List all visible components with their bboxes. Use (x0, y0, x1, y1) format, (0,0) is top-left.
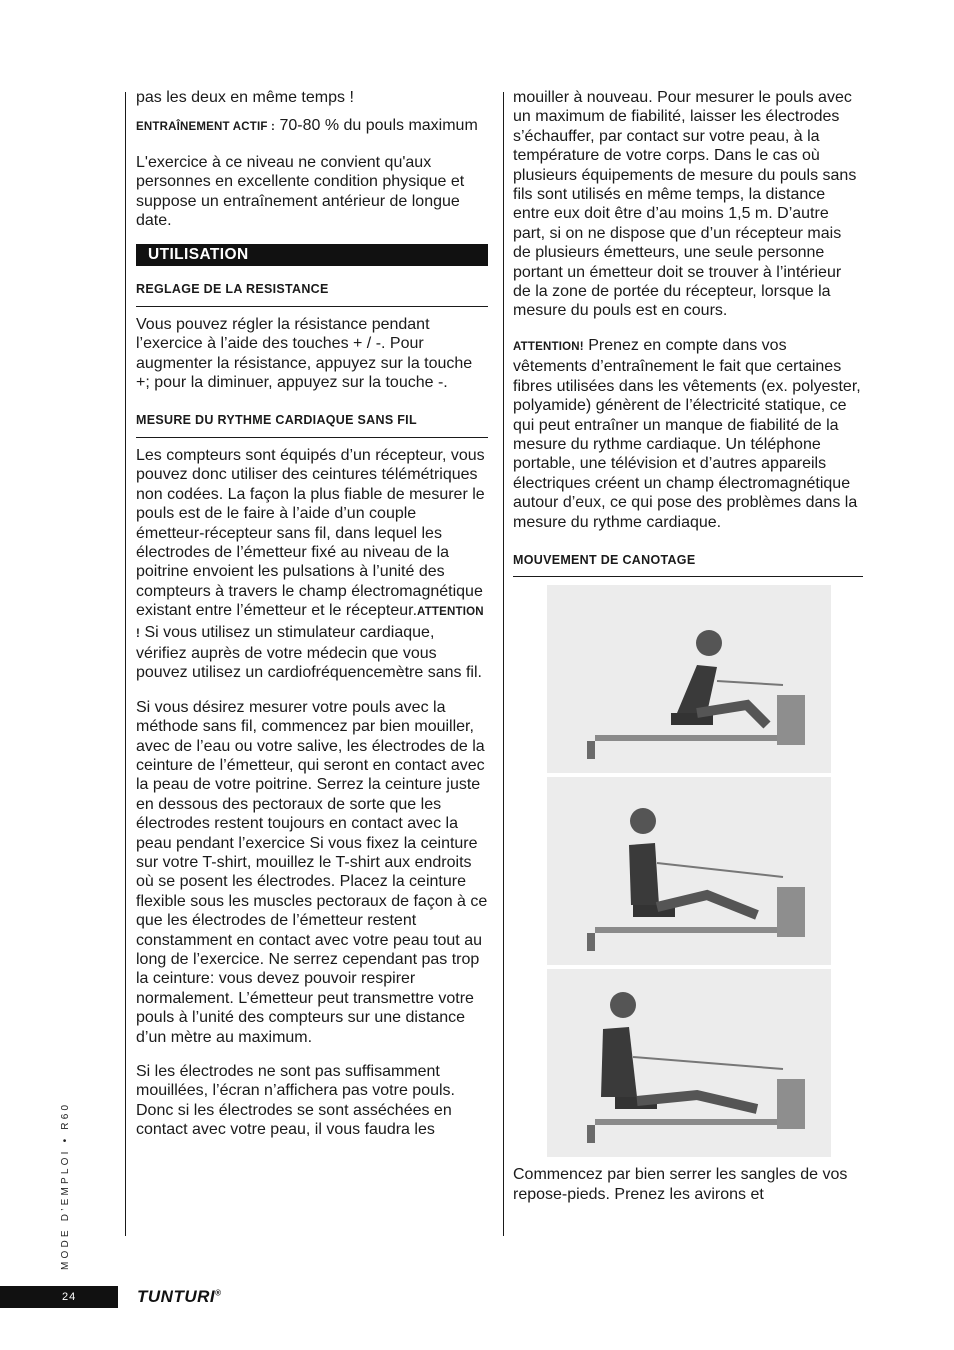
rowing-photo-drive (547, 777, 831, 965)
page-number: 24 (62, 1291, 77, 1303)
logo-text: TUNTURI (137, 1287, 216, 1306)
left-column-rule (125, 92, 126, 1236)
registered-mark: ® (215, 1288, 222, 1298)
rowing-photos (547, 585, 831, 1157)
paragraph: Commencez par bien serrer les sangles de vos repose-pieds. Prenez les avirons et (513, 1166, 848, 1203)
right-column-rule (503, 92, 504, 1236)
paragraph (136, 446, 488, 683)
paragraph: Si vous désirez mesurer votre pouls avec la méthode sans fil, commencez par bien mouiller, avec de l’eau ou votre salive, les électrodes de la ceinture de l’émetteur, qui seront en contact avec la peau de votre poitrine. Serrez la ceinture juste en dessous des pectoraux de sorte que les électrodes restent toujours en contact avec la peau pendant l’exercice Si vous fixez la ceinture sur votre T-shirt, mouillez le T-shirt aux endroits où se posent les électrodes. Placez la ceinture flexible sous les muscles pectoraux de façon à ce que les électrodes de l’émetteur restent constamment en contact avec votre peau tout au long de l’exercice. Ne serrez cependant pas trop la ceinture: vous devez pouvoir respirer normalement. L’émetteur peut transmettre votre pouls à l’unité des compteurs sur une distance d’un mètre au maximum. (136, 698, 488, 1046)
rowing-photo-catch (547, 585, 831, 773)
paragraph-text: Les compteurs sont équipés d’un récepteur, vous pouvez donc utiliser des ceintures télémétriques non codées. La façon la plus fiable de mesurer le pouls est de le faire à l’aide d’un couple émetteur-récepteur sans fil, dans lequel les électrodes de l’émetteur fixé au niveau de la poitrine envoient les pulsations à l’unité des compteurs à travers le champ électromagnétique existant entre l’émetteur et le récepteur. (136, 446, 485, 620)
brand-logo (137, 1287, 222, 1307)
subheading: MOUVEMENT DE CANOTAGE (513, 551, 863, 577)
rowing-photo-finish (547, 969, 831, 1157)
section-header: UTILISATION (136, 244, 488, 266)
inline-label: ENTRAÎNEMENT ACTIF : (136, 121, 276, 134)
subheading: REGLAGE DE LA RESISTANCE (136, 280, 488, 306)
inline-label: ATTENTION! (513, 340, 584, 353)
inline-label: ATTENTION ! (136, 606, 484, 640)
paragraph: L'exercice à ce niveau ne convient qu'aux personnes en excellente condition physique et suppose un entraînement antérieur de longue date. (136, 153, 465, 230)
paragraph-text: Si vous utilisez un stimulateur cardiaque, vérifiez auprès de votre médecin que vous pouvez utilisez un cardiofréquencemètre sans fil. (136, 623, 482, 682)
left-column (136, 88, 488, 1155)
right-column (513, 88, 863, 1219)
footer-bar (0, 1286, 118, 1308)
paragraph: pas les deux en même temps ! (136, 89, 354, 106)
paragraph (513, 336, 863, 532)
paragraph: Vous pouvez régler la résistance pendant l’exercice à l’aide des touches + / -. Pour augmenter la résistance, appuyez sur la touche +; pour la diminuer, appuyez sur la touche -. (136, 315, 473, 392)
paragraph-text: Prenez en compte dans vos vêtements d’entraînement le fait que certaines fibres utilisées dans les vêtements (ex. polyester, polyamide) génèrent de l’électricité statique, ce qui peut entraîner un manque de fiabilité de la mesure du rythme cardiaque. Un téléphone portable, une télévision et d’autres appareils électriques créent un champ électromagnétique autour d’eux, ce qui pose des problèmes dans la mesure du rythme cardiaque. (513, 336, 861, 531)
side-manual-label: MODE D’EMPLOI • R60 (60, 1101, 71, 1270)
subheading: MESURE DU RYTHME CARDIAQUE SANS FIL (136, 411, 488, 437)
paragraph-text: 70-80 % du pouls maximum (275, 117, 478, 135)
paragraph: mouiller à nouveau. Pour mesurer le pouls avec un maximum de fiabilité, laisser les électrodes s’échauffer, par contact sur votre peau, à la température de votre corps. Dans le cas où plusieurs équipements de mesure du pouls sans fils sont utilisés en même temps, la distance entre eux doit être d’au moins 1,5 m. D’autre part, si on ne dispose que d’un récepteur mais de plusieurs émetteurs, une seule personne portant un émetteur doit se trouver à l’intérieur de la zone de portée du récepteur, lorsque la mesure du pouls est en cours. (513, 89, 857, 320)
paragraph: Si les électrodes ne sont pas suffisamment mouillées, l’écran n’affichera pas votre pouls. Donc si les électrodes se sont asséchées en contact avec votre peau, il vous faudra les (136, 1063, 455, 1139)
paragraph (136, 116, 488, 137)
